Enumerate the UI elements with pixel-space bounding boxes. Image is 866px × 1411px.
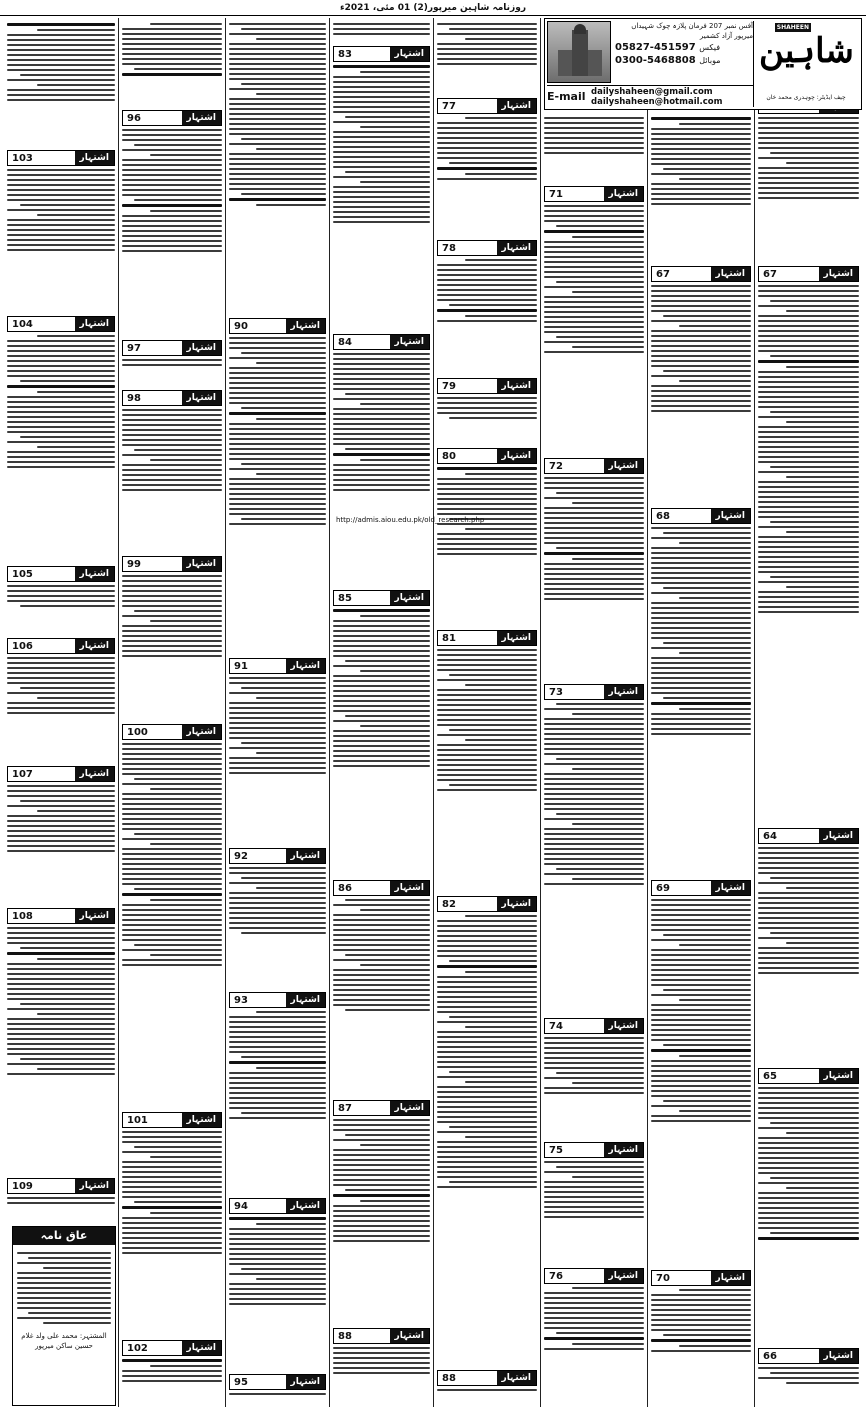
ad-number: 73 xyxy=(549,686,563,698)
ad-number-box xyxy=(229,318,326,334)
ad-label: اشتہار xyxy=(75,639,114,653)
ad-listing xyxy=(437,448,537,618)
ad-number: 86 xyxy=(338,882,352,894)
ad-number: 93 xyxy=(234,994,248,1006)
ad-number-box xyxy=(651,880,751,896)
ad-text xyxy=(651,527,751,735)
ad-text xyxy=(544,703,644,885)
ad-text xyxy=(122,409,222,491)
ad-text xyxy=(437,1389,537,1391)
ad-number: 91 xyxy=(234,660,248,672)
column-1 xyxy=(754,18,862,1407)
ad-number: 105 xyxy=(12,568,33,580)
ad-label: اشتہار xyxy=(604,1269,643,1283)
ad-label: اشتہار xyxy=(604,1143,643,1157)
ad-text xyxy=(122,1359,222,1382)
ad-listing xyxy=(437,896,537,1356)
ad-number: 106 xyxy=(12,640,33,652)
ad-text xyxy=(333,353,430,491)
ad-number-box xyxy=(437,1370,537,1386)
ad-number: 66 xyxy=(763,1350,777,1362)
ad-label: اشتہار xyxy=(819,1069,858,1083)
ad-number: 65 xyxy=(763,1070,777,1082)
ad-text xyxy=(333,609,430,767)
ad-number-box xyxy=(437,630,537,646)
ad-number: 82 xyxy=(442,898,456,910)
ad-listing xyxy=(758,98,859,258)
ad-label: اشتہار xyxy=(286,993,325,1007)
ad-label: اشتہار xyxy=(182,391,221,405)
ad-number-box xyxy=(122,340,222,356)
ad-listing xyxy=(758,1348,859,1400)
ad-number: 108 xyxy=(12,910,33,922)
ad-number-box xyxy=(229,848,326,864)
ad-listing xyxy=(7,1178,115,1218)
ad-number-box xyxy=(437,378,537,394)
ad-label: اشتہار xyxy=(182,111,221,125)
ad-number: 101 xyxy=(127,1114,148,1126)
ad-label: اشتہار xyxy=(497,99,536,113)
ad-number-box xyxy=(7,316,115,332)
ad-number-box xyxy=(651,266,751,282)
column-3 xyxy=(540,18,647,1407)
ad-number-box xyxy=(7,766,115,782)
ad-number-box xyxy=(544,1142,644,1158)
ad-listing xyxy=(229,1198,326,1368)
column-8 xyxy=(4,18,118,1407)
ad-number-box xyxy=(122,1112,222,1128)
ad-number-box xyxy=(333,590,430,606)
column-4 xyxy=(433,18,540,1407)
ad-number: 77 xyxy=(442,100,456,112)
ad-text xyxy=(7,585,115,607)
ad-text xyxy=(437,915,537,1188)
ad-listing xyxy=(122,110,222,330)
email-secondary[interactable]: dailyshaheen@hotmail.com xyxy=(591,96,723,107)
ad-text xyxy=(437,467,537,555)
ad-listing xyxy=(651,1270,751,1400)
ad-number: 103 xyxy=(12,152,33,164)
ad-number: 87 xyxy=(338,1102,352,1114)
ad-number-box xyxy=(651,1270,751,1286)
ad-label: اشتہار xyxy=(390,47,429,61)
ad-text xyxy=(122,359,222,366)
column-text xyxy=(229,20,326,316)
ad-listing xyxy=(229,848,326,984)
ad-label: اشتہار xyxy=(819,1349,858,1363)
ad-text xyxy=(229,1011,326,1119)
ad-listing xyxy=(7,766,115,898)
ad-number-box xyxy=(333,46,430,62)
ad-text xyxy=(651,1289,751,1352)
ad-text xyxy=(122,575,222,657)
fax-number: 05827-451597 فیکس xyxy=(615,42,721,53)
ad-text xyxy=(7,785,115,852)
ad-number: 104 xyxy=(12,318,33,330)
ad-listing xyxy=(122,556,222,716)
ad-number-box xyxy=(758,1348,859,1364)
column-text xyxy=(333,20,430,44)
ad-label: اشتہار xyxy=(75,317,114,331)
ad-label: اشتہار xyxy=(711,267,750,281)
ad-text xyxy=(333,65,430,223)
email-label: E-mail xyxy=(547,90,586,103)
ad-text xyxy=(437,117,537,180)
ad-text xyxy=(333,1347,430,1374)
ad-label: اشتہار xyxy=(75,567,114,581)
column-text xyxy=(544,114,644,184)
ad-number-box xyxy=(437,896,537,912)
ad-text xyxy=(229,337,326,525)
notice-signature: المشتہر: محمد علی ولد غلام حسین ساکن میرپور xyxy=(21,1332,107,1350)
notice-body xyxy=(13,1245,115,1331)
ad-number-box xyxy=(229,992,326,1008)
ad-text xyxy=(122,743,222,966)
ad-listing xyxy=(544,458,644,678)
ad-number-box xyxy=(437,448,537,464)
ad-number-box xyxy=(758,1068,859,1084)
ad-label: اشتہار xyxy=(182,341,221,355)
ad-label: اشتہار xyxy=(390,881,429,895)
ad-number-box xyxy=(544,186,644,202)
column-text xyxy=(7,20,115,148)
ad-label: اشتہار xyxy=(497,1371,536,1385)
ad-label: اشتہار xyxy=(819,829,858,843)
ad-listing xyxy=(333,334,430,578)
ad-label: اشتہار xyxy=(604,685,643,699)
ad-text xyxy=(651,899,751,1122)
ad-number-box xyxy=(229,1198,326,1214)
ad-number: 98 xyxy=(127,392,141,404)
ad-number-box xyxy=(544,458,644,474)
fax-label: فیکس xyxy=(699,43,721,52)
ad-number: 100 xyxy=(127,726,148,738)
ad-listing xyxy=(437,630,537,886)
ad-label: اشتہار xyxy=(286,1375,325,1389)
ad-listing xyxy=(333,590,430,870)
ad-number: 90 xyxy=(234,320,248,332)
ad-number-box xyxy=(758,266,859,282)
masthead xyxy=(544,18,862,110)
ad-number: 68 xyxy=(656,510,670,522)
brand-english: SHAHEEN xyxy=(776,24,809,31)
ad-label: اشتہار xyxy=(711,1271,750,1285)
ad-number-box xyxy=(7,638,115,654)
ad-listing xyxy=(758,828,859,1058)
ad-number: 97 xyxy=(127,342,141,354)
ad-number-box xyxy=(122,390,222,406)
ad-listing xyxy=(7,150,115,310)
ad-number: 80 xyxy=(442,450,456,462)
ad-label: اشتہار xyxy=(286,1199,325,1213)
page-dateline: روزنامہ شاہین میرپور(2) 01 مئی، 2021ء xyxy=(0,2,866,16)
ad-label: اشتہار xyxy=(604,459,643,473)
ad-number: 74 xyxy=(549,1020,563,1032)
mobile-label: موبائل xyxy=(699,56,721,65)
ad-text xyxy=(229,867,326,934)
ad-number-box xyxy=(651,508,751,524)
ad-label: اشتہار xyxy=(390,335,429,349)
ad-listing xyxy=(651,880,751,1260)
ad-number-box xyxy=(758,828,859,844)
ad-number: 88 xyxy=(442,1372,456,1384)
ad-number: 84 xyxy=(338,336,352,348)
ad-listing xyxy=(333,1100,430,1320)
ad-number: 99 xyxy=(127,558,141,570)
ad-text xyxy=(229,677,326,774)
ad-text xyxy=(544,205,644,353)
ad-label: اشتہار xyxy=(75,909,114,923)
ad-number-box xyxy=(437,98,537,114)
ad-text xyxy=(7,1197,115,1204)
ad-number: 71 xyxy=(549,188,563,200)
ad-number-box xyxy=(122,724,222,740)
ad-label: اشتہار xyxy=(286,319,325,333)
ad-listing xyxy=(437,378,537,440)
ad-number: 95 xyxy=(234,1376,248,1388)
ad-number-box xyxy=(333,1328,430,1344)
ad-text xyxy=(544,477,644,600)
ad-text xyxy=(122,1131,222,1254)
ad-text xyxy=(758,1367,859,1384)
ad-text xyxy=(544,1287,644,1350)
ad-listing xyxy=(544,684,644,1004)
ad-number-box xyxy=(333,334,430,350)
ad-label: اشتہار xyxy=(604,187,643,201)
ad-number: 109 xyxy=(12,1180,33,1192)
ad-listing xyxy=(437,1370,537,1400)
ad-number: 88 xyxy=(338,1330,352,1342)
masthead-email xyxy=(547,85,753,107)
ad-listing xyxy=(758,1068,859,1338)
ad-text xyxy=(122,129,222,252)
office-address: آفس نمبر 207 فرمان پلازہ چوک شہیداں میرپور آزاد کشمیر xyxy=(631,22,753,40)
ad-label: اشتہار xyxy=(182,1341,221,1355)
ad-number: 79 xyxy=(442,380,456,392)
ad-label: اشتہار xyxy=(182,725,221,739)
ad-number-box xyxy=(229,1374,326,1390)
ad-number: 70 xyxy=(656,1272,670,1284)
ad-number: 85 xyxy=(338,592,352,604)
ad-text xyxy=(758,1087,859,1240)
ad-label: اشتہار xyxy=(711,881,750,895)
ad-listing xyxy=(544,1268,644,1398)
ad-listing xyxy=(122,724,222,1104)
ad-number: 67 xyxy=(656,268,670,280)
ad-number-box xyxy=(544,1268,644,1284)
ad-number: 83 xyxy=(338,48,352,60)
ad-listing xyxy=(544,186,644,446)
ad-number: 76 xyxy=(549,1270,563,1282)
ad-text xyxy=(7,335,115,468)
ad-label: اشتہار xyxy=(497,449,536,463)
ad-listing xyxy=(333,1328,430,1400)
ad-number: 107 xyxy=(12,768,33,780)
ad-number: 102 xyxy=(127,1342,148,1354)
ad-text xyxy=(333,899,430,1011)
ad-number-box xyxy=(122,556,222,572)
ad-listing xyxy=(7,316,115,556)
ad-number-box xyxy=(437,240,537,256)
ad-listing xyxy=(122,1340,222,1400)
ad-number: 81 xyxy=(442,632,456,644)
brand-urdu: شاہین xyxy=(759,31,854,71)
ad-label: اشتہار xyxy=(497,379,536,393)
ad-text xyxy=(437,649,537,791)
ad-label: اشتہار xyxy=(497,631,536,645)
ad-label: اشتہار xyxy=(711,509,750,523)
column-text xyxy=(122,20,222,108)
ad-number: 94 xyxy=(234,1200,248,1212)
ad-text xyxy=(437,397,537,419)
ad-listing xyxy=(122,390,222,546)
ad-number-box xyxy=(544,684,644,700)
ad-listing xyxy=(437,98,537,228)
ad-number: 96 xyxy=(127,112,141,124)
ad-number-box xyxy=(7,150,115,166)
ad-label: اشتہار xyxy=(75,767,114,781)
masthead-photo xyxy=(547,21,611,83)
ad-text xyxy=(333,1119,430,1242)
masthead-logo xyxy=(753,21,859,107)
ad-listing xyxy=(333,46,430,326)
ad-label: اشتہار xyxy=(390,1329,429,1343)
ad-listing xyxy=(544,1018,644,1134)
url-line[interactable]: http://admis.aiou.edu.pk/old_research.php xyxy=(336,516,485,524)
ad-number: 72 xyxy=(549,460,563,472)
ad-label: اشتہار xyxy=(182,557,221,571)
ad-number: 92 xyxy=(234,850,248,862)
ad-label: اشتہار xyxy=(819,267,858,281)
ad-number: 67 xyxy=(763,268,777,280)
mobile-number: 0300-5468808 موبائل xyxy=(615,55,721,66)
notice-box xyxy=(12,1226,116,1406)
ad-listing xyxy=(651,508,751,868)
email-primary[interactable]: dailyshaheen@gmail.com xyxy=(591,86,713,97)
ad-text xyxy=(7,927,115,1075)
ad-text xyxy=(7,657,115,714)
ad-text xyxy=(437,259,537,322)
ad-number-box xyxy=(7,566,115,582)
ad-number-box xyxy=(7,1178,115,1194)
editor-line: چیف ایڈیٹر: چوہدری محمد خان xyxy=(766,94,846,101)
ad-listing xyxy=(333,880,430,1090)
ad-label: اشتہار xyxy=(497,897,536,911)
ad-listing xyxy=(122,340,222,380)
ad-number-box xyxy=(333,1100,430,1116)
ad-number-box xyxy=(122,110,222,126)
ad-text xyxy=(651,285,751,412)
ad-listing xyxy=(758,266,859,816)
ad-listing xyxy=(7,908,115,1168)
ad-number-box xyxy=(7,908,115,924)
ad-text xyxy=(758,847,859,974)
column-text xyxy=(651,114,751,264)
ad-number: 64 xyxy=(763,830,777,842)
ad-number: 69 xyxy=(656,882,670,894)
ad-label: اشتہار xyxy=(604,1019,643,1033)
column-7 xyxy=(118,18,225,1407)
ad-label: اشتہار xyxy=(75,1179,114,1193)
ad-label: اشتہار xyxy=(390,591,429,605)
ad-text xyxy=(229,1393,326,1395)
ad-listing xyxy=(651,266,751,496)
column-text xyxy=(437,20,537,96)
ad-number-box xyxy=(229,658,326,674)
ad-text xyxy=(758,117,859,199)
ad-text xyxy=(544,1161,644,1218)
ad-text xyxy=(229,1217,326,1305)
ad-listing xyxy=(544,1142,644,1260)
ad-label: اشتہار xyxy=(75,151,114,165)
ad-listing xyxy=(229,658,326,838)
ad-label: اشتہار xyxy=(286,659,325,673)
notice-title: عاق نامہ xyxy=(13,1227,115,1245)
ad-listing xyxy=(7,638,115,758)
ad-label: اشتہار xyxy=(286,849,325,863)
ad-text xyxy=(758,285,859,613)
ad-label: اشتہار xyxy=(390,1101,429,1115)
ad-listing xyxy=(122,1112,222,1332)
ad-number-box xyxy=(333,880,430,896)
column-5 xyxy=(329,18,433,1407)
ad-text xyxy=(7,169,115,251)
ad-listing xyxy=(229,318,326,648)
ad-listing xyxy=(437,240,537,370)
ad-listing xyxy=(7,566,115,628)
ad-text xyxy=(544,1037,644,1094)
ad-label: اشتہار xyxy=(182,1113,221,1127)
ad-number: 75 xyxy=(549,1144,563,1156)
ad-number: 78 xyxy=(442,242,456,254)
ad-number-box xyxy=(544,1018,644,1034)
ad-label: اشتہار xyxy=(497,241,536,255)
ad-listing xyxy=(229,1374,326,1402)
ad-number-box xyxy=(122,1340,222,1356)
ad-listing xyxy=(229,992,326,1188)
column-6 xyxy=(225,18,329,1407)
columns-area xyxy=(4,18,862,1407)
column-2 xyxy=(647,18,754,1407)
